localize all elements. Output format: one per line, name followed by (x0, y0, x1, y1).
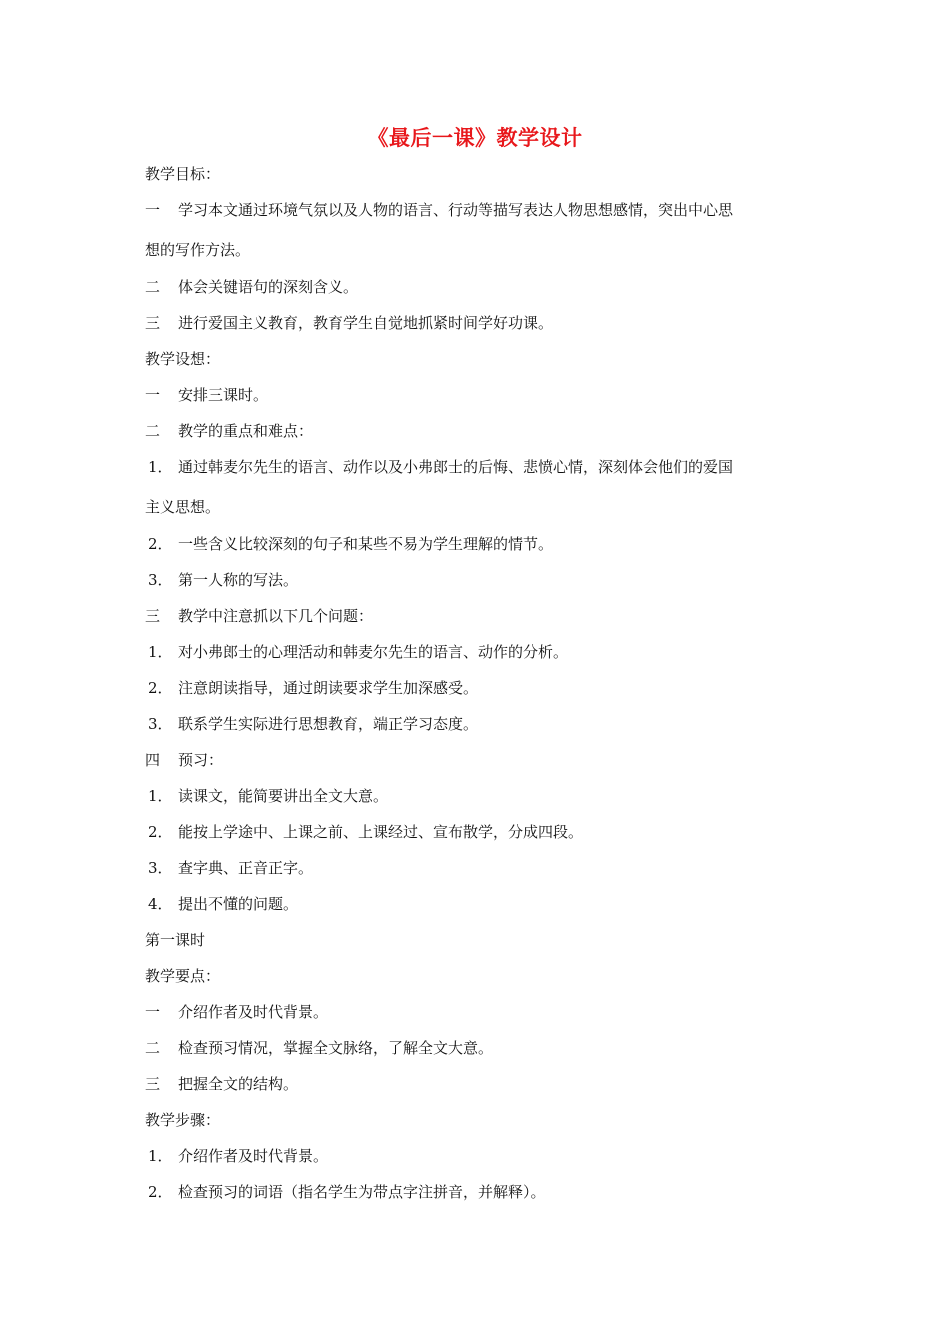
section-heading-plan: 教学设想： (145, 350, 221, 368)
plan-item-1: 一 安排三课时。 (145, 386, 269, 404)
key-point-1-continuation: 主义思想。 (145, 498, 221, 516)
lesson-point-1: 一 介绍作者及时代背景。 (145, 1003, 329, 1021)
preview-item-2: 2． 能按上学途中、上课之前、上课经过、宣布散学，分成四段。 (148, 823, 584, 841)
goal-item-3: 三 进行爱国主义教育，教育学生自觉地抓紧时间学好功课。 (145, 314, 554, 332)
key-point-2: 2． 一些含义比较深刻的句子和某些不易为学生理解的情节。 (148, 535, 554, 553)
lesson-point-3: 三 把握全文的结构。 (145, 1075, 299, 1093)
preview-item-3: 3． 查字典、正音正字。 (148, 859, 314, 877)
step-item-2: 2． 检查预习的词语（指名学生为带点字注拼音，并解释）。 (148, 1183, 546, 1201)
issue-item-1: 1． 对小弗郎士的心理活动和韩麦尔先生的语言、动作的分析。 (148, 643, 569, 661)
issue-item-3: 3． 联系学生实际进行思想教育，端正学习态度。 (148, 715, 479, 733)
section-heading-lesson-1: 第一课时 (145, 931, 206, 949)
plan-item-4: 四 预习： (145, 751, 224, 769)
issue-item-2: 2． 注意朗读指导，通过朗读要求学生加深感受。 (148, 679, 479, 697)
goal-item-1: 一 学习本文通过环境气氛以及人物的语言、行动等描写表达人物思想感情，突出中心思 (145, 201, 734, 219)
lesson-point-2: 二 检查预习情况，掌握全文脉络，了解全文大意。 (145, 1039, 494, 1057)
goal-item-1-continuation: 想的写作方法。 (145, 241, 251, 259)
plan-item-3: 三 教学中注意抓以下几个问题： (145, 607, 374, 625)
preview-item-1: 1． 读课文，能简要讲出全文大意。 (148, 787, 389, 805)
preview-item-4: 4． 提出不懂的问题。 (148, 895, 299, 913)
plan-item-2: 二 教学的重点和难点： (145, 422, 314, 440)
section-heading-goals: 教学目标： (145, 165, 221, 183)
section-heading-lesson-points: 教学要点： (145, 967, 221, 985)
step-item-1: 1． 介绍作者及时代背景。 (148, 1147, 329, 1165)
section-heading-steps: 教学步骤： (145, 1111, 221, 1129)
key-point-1: 1． 通过韩麦尔先生的语言、动作以及小弗郎士的后悔、悲愤心情，深刻体会他们的爱国 (148, 458, 734, 476)
goal-item-2: 二 体会关键语句的深刻含义。 (145, 278, 359, 296)
key-point-3: 3． 第一人称的写法。 (148, 571, 299, 589)
document-body (145, 163, 815, 1217)
document-title: 《最后一课》教学设计 (367, 125, 583, 150)
